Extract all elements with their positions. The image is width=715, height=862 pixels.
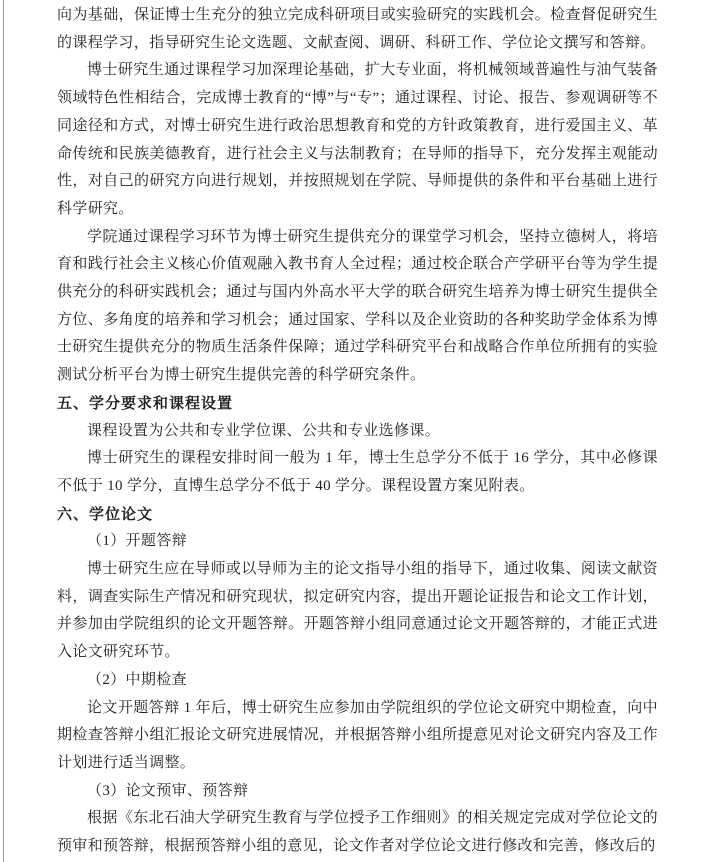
paragraph: 论文开题答辩 1 年后，博士研究生应参加由学院组织的学位论文研究中期检查，向中期检查答辩小组汇报论文研究进展情况，并根据答辩小组所提意见对论文研究内容及工作计划进行适当调整。 xyxy=(57,699,658,771)
paragraph: 向为基础，保证博士生充分的独立完成科研项目或实验研究的实践机会。检查督促研究生的课程学习，指导研究生论文选题、文献查阅、调研、科研工作、学位论文撰写和答辩。 xyxy=(57,7,658,51)
paragraph: 博士研究生通过课程学习加深理论基础，扩大专业面，将机械领域普遍性与油气装备领域特色性相结合，完成博士教育的“博”与“专”；通过课程、讨论、报告、参观调研等不同途径和方式，对博士研究生进行政治思想教育和党的方针政策教育，进行爱国主义、革命传统和民族美德教育，进行社会主义与法制教育；在导师的指导下，充分发挥主观能动性，对自己的研究方向进行规划，并按照规划在学院、导师提供的条件和平台基础上进行科学研究。 xyxy=(57,62,658,217)
section-heading: 五、学分要求和课程设置 xyxy=(57,394,234,412)
paragraph: （2）中期检查 xyxy=(87,671,187,688)
paragraph: 学院通过课程学习环节为博士研究生提供充分的课堂学习机会，坚持立德树人，将培育和践行社会主义核心价值观融入教书育人全过程；通过校企联合产学研平台等为学生提供充分的科研实践机会；通过与国内外高水平大学的联合研究生培养为博士研究生提供全方位、多角度的培养和学习机会；通过国家、学科以及企业资助的各种奖助学金体系为博士研究生提供充分的物质生活条件保障；通过学科研究平台和战略合作单位所拥有的实验测试分析平台为博士研究生提供完善的科学研究条件。 xyxy=(57,228,658,384)
paragraph: 博士研究生的课程安排时间一般为 1 年，博士生总学分不低于 16 学分，其中必修课不低于 10 学分，直博生总学分不低于 40 学分。课程设置方案见附表。 xyxy=(57,450,658,494)
paragraph: （1）开题答辩 xyxy=(87,533,187,550)
paragraph: 根据《东北石油大学研究生教育与学位授予工作细则》的相关规定完成对学位论文的预审和预答辩，根据预答辩小组的意见，论文作者对学位论文进行修改和完善，修改后的 xyxy=(57,810,658,855)
paragraph: 课程设置为公共和专业学位课、公共和专业选修课。 xyxy=(87,422,441,439)
paragraph: 博士研究生应在导师或以导师为主的论文指导小组的指导下，通过收集、阅读文献资料，调查实际生产情况和研究现状，拟定研究内容，提出开题论证报告和论文工作计划，并参加由学院组织的论文开题答辩。开题答辩小组同意通过论文开题答辩的，才能正式进入论文研究环节。 xyxy=(57,561,658,661)
paragraph: （3）论文预审、预答辩 xyxy=(87,782,249,799)
page-edge-line xyxy=(3,0,4,862)
section-heading: 六、学位论文 xyxy=(57,505,154,523)
document-body xyxy=(57,0,658,861)
